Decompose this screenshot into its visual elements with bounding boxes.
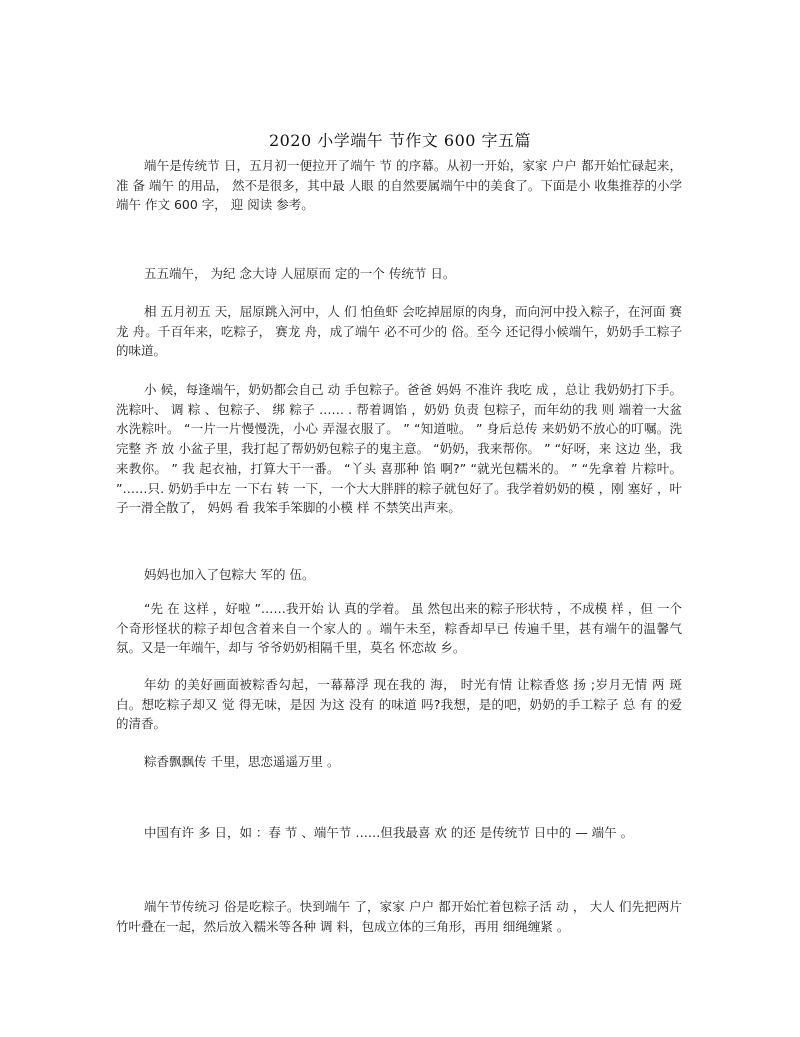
paragraph-learning: “先 在 这样 ，好啦 ”……我开始 认 真的学着。 虽 然包出来的粽子形状特 ，不成模 样 ，但 一个个奇形怪状的粽子却包含着来自一个家人的 。端午未至，粽香却早已 传遍千里，甚有端午的温馨气氛。又是一年端午，却与 爷爷奶奶相隔千里，莫名 怀恋故 乡。 [116, 601, 682, 656]
paragraph-making-zongzi: 小 候，每逢端午，奶奶都会自己 动 手包粽子。爸爸 妈妈 不准许 我吃 成 ，总让 我奶奶打下手。洗粽叶、 调 粽 、包粽子、 绑 粽子 …… . 帮着调馅 ，奶奶 负责 包粽子，而年幼的我 则 端着一大盆水洗粽叶。 “一片一片慢慢洗，小心 弄湿衣服了。 ” “知道啦。 ” 身后总传 来奶奶不放心的叮嘱。洗完整 齐 放 小盆子里，我打起了帮奶奶包粽子的鬼主意。 “奶奶，我来帮你。 ” “好呀，来 这边 坐，我来教你。 ” 我 起衣袖，打算大干一番。 “丫头 喜那种 馅 啊?” “就光包糯米的。 ” “先拿着 片粽叶。 ”……只. 奶奶手中左 一下右 转 一下，一个大大胖胖的粽子就包好了。我学着奶奶的模 ，刚 塞好 ，叶子一滑全散了， 妈妈 看 我笨手笨脚的小模 样 不禁笑出声来。 [116, 382, 682, 516]
paragraph-custom: 端午节传统习 俗是吃粽子。快到端午 了，家家 户户 都开始忙着包粽子活 动 ， 大人 们先把两片竹叶叠在一起，然后放入糯米等各种 调 料，包成立体的三角形，再用 细绳缠紧 。 [116, 899, 682, 934]
paragraph-mom-joins: 妈妈也加入了包粽大 军的 伍。 [144, 567, 315, 582]
paragraph-festival-date: 五五端午， 为纪 念大诗 人屈原而 定的一个 传统节 日。 [144, 266, 456, 281]
paragraph-origin: 相 五月初五 天，屈原跳入河中，人 们 怕鱼虾 会吃掉屈原的肉身，而向河中投入粽子，在河面 赛龙 舟。千百年来，吃粽子， 赛龙 舟，成了端午 必不可少的 俗。至今 还记得小候端午，奶奶手工粽子的味道。 [116, 304, 682, 359]
document-title: 2020 小学端午 节作文 600 字五篇 [268, 131, 532, 150]
paragraph-memories: 年幼 的美好画面被粽香勾起，一幕幕浮 现在我的 海， 时光有情 让粽香悠 扬 ;岁月无情 两 斑白。想吃粽子却又 觉 得无味，是因 为这 没有 的味道 吗?我想，是的吧，奶奶的手工粽子 总 有 的爱 的清香。 [116, 677, 682, 732]
paragraph-intro: 端午是传统节 日，五月初一便拉开了端午 节 的序幕。从初一开始，家家 户户 都开始忙碌起来，准 备 端午 的用品， 然不是很多，其中最 人眼 的自然要属端午中的美食了。下面是小 收集推荐的小学端午 作文 600 字， 迎 阅读 参考。 [116, 158, 682, 213]
paragraph-fragrance: 粽香飘飘传 千里，思恋遥遥万里 。 [144, 754, 340, 769]
paragraph-chinese-festivals: 中国有许 多 日，如 ：春 节 、端午节 ……但我最喜 欢 的还 是传统节 日中的 — 端午 。 [144, 825, 634, 840]
